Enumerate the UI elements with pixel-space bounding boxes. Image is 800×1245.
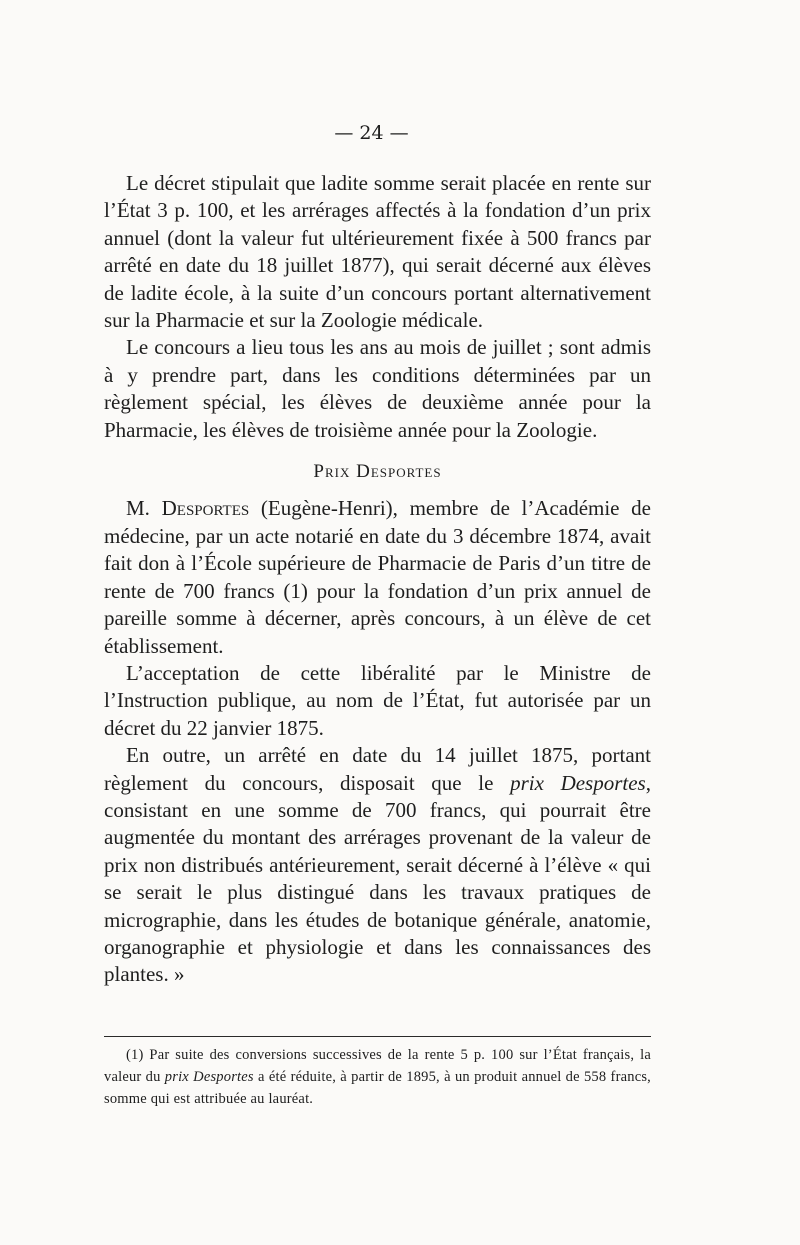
footnote-text-start: (1) Par suite des conversions successives de la rente 5 p. 100 sur l’État français, la valeur du bbox=[104, 1047, 651, 1085]
paragraph-regulation bbox=[104, 742, 651, 989]
paragraph-text-end: , consistant en une somme de 700 francs, qui pourrait être augmentée du montant des arrérages provenant de la valeur de prix non distribués antérieurement, serait décerné à l’élève « qui se serait le plus distingué dans les travaux pratiques de micrographie, dans les études de botanique générale, anatomie, organographie et physiologie et dans les connaissances des plantes. » bbox=[104, 770, 651, 987]
page-number: — 24 — bbox=[334, 122, 409, 144]
section-heading: Prix Desportes bbox=[313, 461, 442, 483]
paragraph-acceptance: L’acceptation de cette libéralité par le Ministre de l’Instruction publique, au nom de l’État, fut autorisée par un décret du 22 janvier 1875. bbox=[104, 660, 651, 740]
footnote-text-end: a été réduite, à partir de 1895, à un produit annuel de 558 francs, somme qui est attribuée au lauréat. bbox=[104, 1069, 651, 1107]
paragraph-text-start: En outre, un arrêté en date du 14 juillet 1875, portant règlement du concours, disposait que le bbox=[104, 743, 651, 795]
footnote bbox=[104, 1044, 651, 1110]
paragraph-prefix: M. bbox=[126, 496, 162, 521]
paragraph-desportes-donation bbox=[104, 495, 651, 659]
paragraph-text: (Eugène-Henri), membre de l’Académie de médecine, par un acte notarié en date du 3 décembre 1874, avait fait don à l’École supérieure de Pharmacie de Paris d’un titre de rente de 700 francs (1) pour la fondation d’un prix annuel de pareille somme à décerner, après concours, à un élève de cet établissement. bbox=[104, 496, 651, 658]
prize-name: prix Desportes bbox=[510, 770, 646, 795]
footnote-prize-name: prix Desportes bbox=[164, 1069, 254, 1085]
paragraph-competition: Le concours a lieu tous les ans au mois de juillet ; sont admis à y prendre part, dans les conditions déterminées par un règlement spécial, les élèves de deuxième année pour la Pharmacie, les élèves de troisième année pour la Zoologie. bbox=[104, 335, 651, 442]
footnote-divider bbox=[104, 1036, 651, 1037]
paragraph-decree: Le décret stipulait que ladite somme serait placée en rente sur l’État 3 p. 100, et les arrérages affectés à la fondation d’un prix annuel (dont la valeur fut ultérieurement fixée à 500 francs par arrêté en date du 18 juillet 1877), qui serait décerné aux élèves de ladite école, à la suite d’un concours portant alternativement sur la Pharmacie et sur la Zoologie médicale. bbox=[104, 171, 651, 333]
body-text bbox=[104, 170, 651, 989]
donor-name: Desportes bbox=[161, 496, 250, 521]
